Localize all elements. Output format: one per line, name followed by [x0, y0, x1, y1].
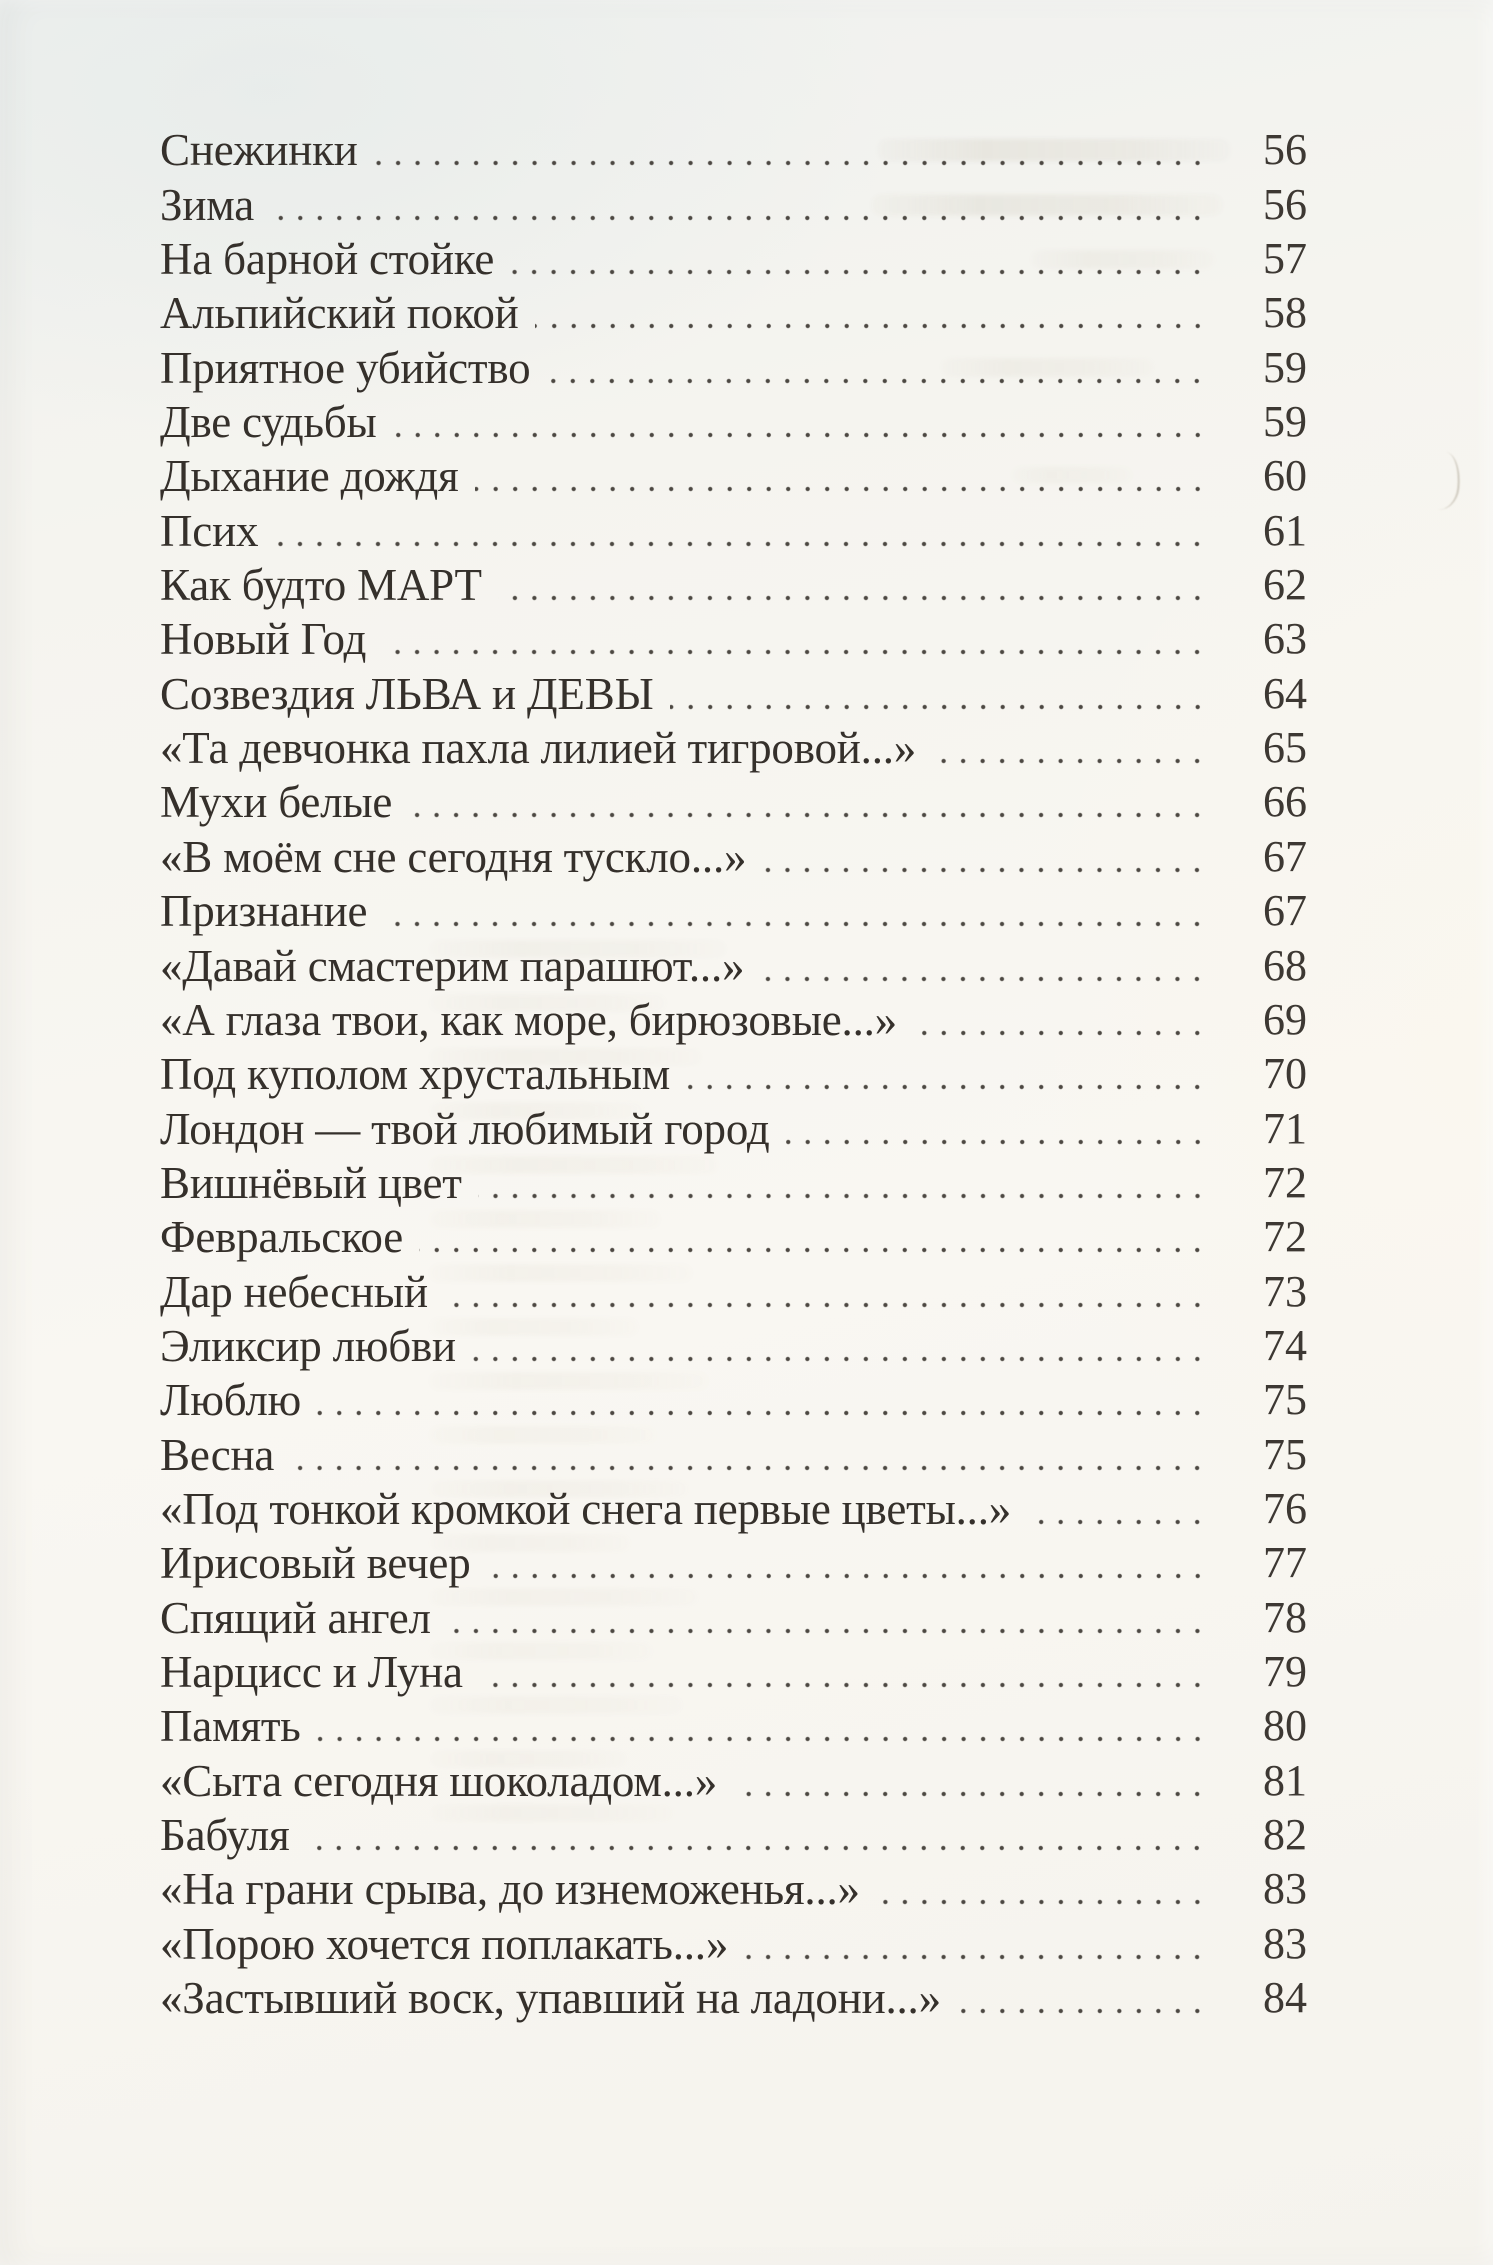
toc-row: [160, 881, 1307, 935]
toc-entry-title: «Порою хочется поплакать...»: [160, 1918, 729, 1969]
dot-leader: [382, 648, 1207, 656]
toc-row: [160, 1696, 1307, 1750]
toc-row: [160, 1261, 1307, 1315]
toc-entry-title: Приятное убийство: [160, 342, 531, 393]
toc-entry-page-number: 79: [1263, 1646, 1307, 1696]
dot-leader: [1027, 1518, 1207, 1526]
toc-entry-page-number: 72: [1263, 1157, 1307, 1207]
toc-entry-page-number: 78: [1263, 1592, 1307, 1642]
toc-row: [160, 1424, 1307, 1478]
toc-entry-title: «А глаза твои, как море, бирюзовые...»: [160, 994, 897, 1045]
toc-entry-page-number: 61: [1263, 505, 1307, 555]
toc-entry-page-number: 80: [1263, 1701, 1307, 1751]
toc-entry-title: Мухи белые: [160, 777, 393, 828]
dot-leader: [498, 594, 1207, 602]
dot-leader: [270, 214, 1207, 222]
toc-row: [160, 1098, 1307, 1152]
toc-entry-page-number: 58: [1263, 288, 1307, 338]
toc-entry-title: Весна: [160, 1429, 275, 1480]
dot-leader: [744, 1953, 1207, 1961]
toc-row: [160, 555, 1307, 609]
toc-entry-page-number: 57: [1263, 234, 1307, 284]
toc-entry-page-number: 67: [1263, 886, 1307, 936]
toc-row: [160, 1642, 1307, 1696]
dot-leader: [487, 1572, 1207, 1580]
toc-row: [160, 826, 1307, 880]
toc-entry-page-number: 69: [1263, 994, 1307, 1044]
toc-entry-page-number: 68: [1263, 940, 1307, 990]
toc-entry-page-number: 64: [1263, 668, 1307, 718]
toc-entry-title: Люблю: [160, 1375, 301, 1426]
toc-entry-title: Альпийский покой: [160, 288, 519, 339]
toc-entry-title: Как будто МАРТ: [160, 560, 482, 611]
toc-entry-title: На барной стойке: [160, 234, 495, 285]
dot-leader: [478, 1192, 1207, 1200]
toc-entry-page-number: 81: [1263, 1755, 1307, 1805]
dot-leader: [670, 703, 1207, 711]
toc-entry-page-number: 82: [1263, 1810, 1307, 1859]
toc-entry-title: Лондон — твой любимый город: [160, 1103, 770, 1154]
dot-leader: [290, 1464, 1207, 1472]
dot-leader: [957, 2007, 1207, 2015]
toc-row: [160, 1479, 1307, 1533]
toc-row: [160, 392, 1307, 446]
toc-entry-page-number: 74: [1263, 1320, 1307, 1370]
toc-entry-page-number: 83: [1263, 1864, 1307, 1914]
toc-entry-page-number: 72: [1263, 1212, 1307, 1262]
toc-entry-page-number: 71: [1263, 1103, 1307, 1153]
toc-row: [160, 1533, 1307, 1587]
toc-row: [160, 120, 1307, 174]
toc-entry-page-number: 83: [1263, 1918, 1307, 1968]
toc-entry-page-number: 65: [1263, 723, 1307, 773]
dot-leader: [374, 159, 1207, 167]
toc-entry-title: Февральское: [160, 1212, 403, 1263]
toc-entry-page-number: 62: [1263, 560, 1307, 610]
toc-row: [160, 772, 1307, 826]
toc-row: [160, 1153, 1307, 1207]
toc-entry-title: Дар небесный: [160, 1266, 428, 1317]
dot-leader: [383, 920, 1207, 928]
toc-row: [160, 337, 1307, 391]
dot-leader: [510, 268, 1207, 276]
toc-row: [160, 1316, 1307, 1370]
toc-row: [160, 1859, 1307, 1913]
toc-entry-page-number: 59: [1263, 342, 1307, 392]
toc-entry-title: Псих: [160, 505, 259, 556]
toc-row: [160, 174, 1307, 228]
toc-row: [160, 500, 1307, 554]
toc-row: [160, 1044, 1307, 1098]
toc-entry-title: Вишнёвый цвет: [160, 1157, 462, 1208]
toc-row: [160, 1913, 1307, 1967]
toc-row: [160, 663, 1307, 717]
dot-leader: [479, 1681, 1207, 1689]
toc-entry-title: «Сыта сегодня шоколадом...»: [160, 1755, 718, 1806]
toc-row: [160, 1587, 1307, 1641]
dot-leader: [393, 431, 1208, 439]
dot-leader: [932, 757, 1207, 765]
toc-entry-title: Ирисовый вечер: [160, 1538, 471, 1589]
toc-entry-title: Снежинки: [160, 125, 358, 176]
toc-row: [160, 718, 1307, 772]
toc-entry-title: Две судьбы: [160, 397, 377, 448]
toc-entry-title: «Давай смастерим парашют...»: [160, 940, 745, 991]
toc-entry-page-number: 77: [1263, 1538, 1307, 1588]
toc-entry-title: «Под тонкой кромкой снега первые цветы...»: [160, 1483, 1012, 1534]
dot-leader: [535, 322, 1207, 330]
toc-row: [160, 1805, 1307, 1859]
toc-row: [160, 990, 1307, 1044]
toc-entry-title: «На грани срыва, до изнеможенья...»: [160, 1864, 860, 1915]
dot-leader: [876, 1898, 1207, 1906]
toc-entry-page-number: 67: [1263, 831, 1307, 881]
toc-row: [160, 446, 1307, 500]
dot-leader: [546, 377, 1207, 385]
dot-leader: [317, 1735, 1207, 1743]
toc-entry-title: Зима: [160, 179, 254, 230]
toc-row: [160, 1370, 1307, 1424]
dot-leader: [419, 1246, 1207, 1254]
toc-row: [160, 609, 1307, 663]
toc-entry-title: Эликсир любви: [160, 1320, 456, 1371]
dot-leader: [305, 1844, 1207, 1852]
dot-leader: [762, 866, 1207, 874]
dot-leader: [444, 1301, 1207, 1309]
toc-entry-title: «В моём сне сегодня тускло...»: [160, 831, 747, 882]
toc-row: [160, 229, 1307, 283]
toc-row: [160, 283, 1307, 337]
toc-entry-page-number: 63: [1263, 614, 1307, 664]
toc-entry-page-number: 73: [1263, 1266, 1307, 1316]
toc-entry-title: Созвездия ЛЬВА и ДЕВЫ: [160, 668, 654, 719]
toc-entry-page-number: 75: [1263, 1429, 1307, 1479]
toc-entry-page-number: 75: [1263, 1375, 1307, 1425]
toc-entry-page-number: 84: [1263, 1973, 1307, 2023]
toc-entry-page-number: 56: [1263, 125, 1307, 175]
toc-entry-page-number: 59: [1263, 397, 1307, 447]
dot-leader: [472, 1355, 1207, 1363]
toc-entry-page-number: 70: [1263, 1049, 1307, 1099]
dot-leader: [686, 1083, 1207, 1091]
toc-entry-page-number: 60: [1263, 451, 1307, 501]
toc-entry-title: Спящий ангел: [160, 1592, 431, 1643]
toc-row: [160, 1750, 1307, 1804]
dot-leader: [786, 1138, 1207, 1146]
toc-entry-title: Память: [160, 1701, 301, 1752]
dot-leader: [913, 1029, 1207, 1037]
dot-leader: [475, 485, 1207, 493]
toc-entry-page-number: 56: [1263, 179, 1307, 229]
toc-entry-page-number: 66: [1263, 777, 1307, 827]
toc-row: [160, 1968, 1307, 2022]
toc-entry-page-number: 76: [1263, 1483, 1307, 1533]
toc-entry-title: Дыхание дождя: [160, 451, 459, 502]
dot-leader: [447, 1627, 1207, 1635]
toc-entry-title: Признание: [160, 886, 368, 937]
toc-row: [160, 1207, 1307, 1261]
dot-leader: [760, 975, 1207, 983]
dot-leader: [408, 811, 1207, 819]
toc-row: [160, 935, 1307, 989]
toc-entry-title: Новый Год: [160, 614, 367, 665]
toc-entry-title: Под куполом хрустальным: [160, 1049, 671, 1100]
dot-leader: [274, 540, 1207, 548]
dot-leader: [317, 1409, 1207, 1417]
dot-leader: [733, 1790, 1207, 1798]
toc-entry-title: Бабуля: [160, 1810, 290, 1860]
toc-entry-title: «Та девчонка пахла лилией тигровой...»: [160, 723, 917, 774]
toc-entry-title: «Застывший воск, упавший на ладони...»: [160, 1973, 941, 2024]
toc-entry-title: Нарцисс и Луна: [160, 1646, 463, 1697]
